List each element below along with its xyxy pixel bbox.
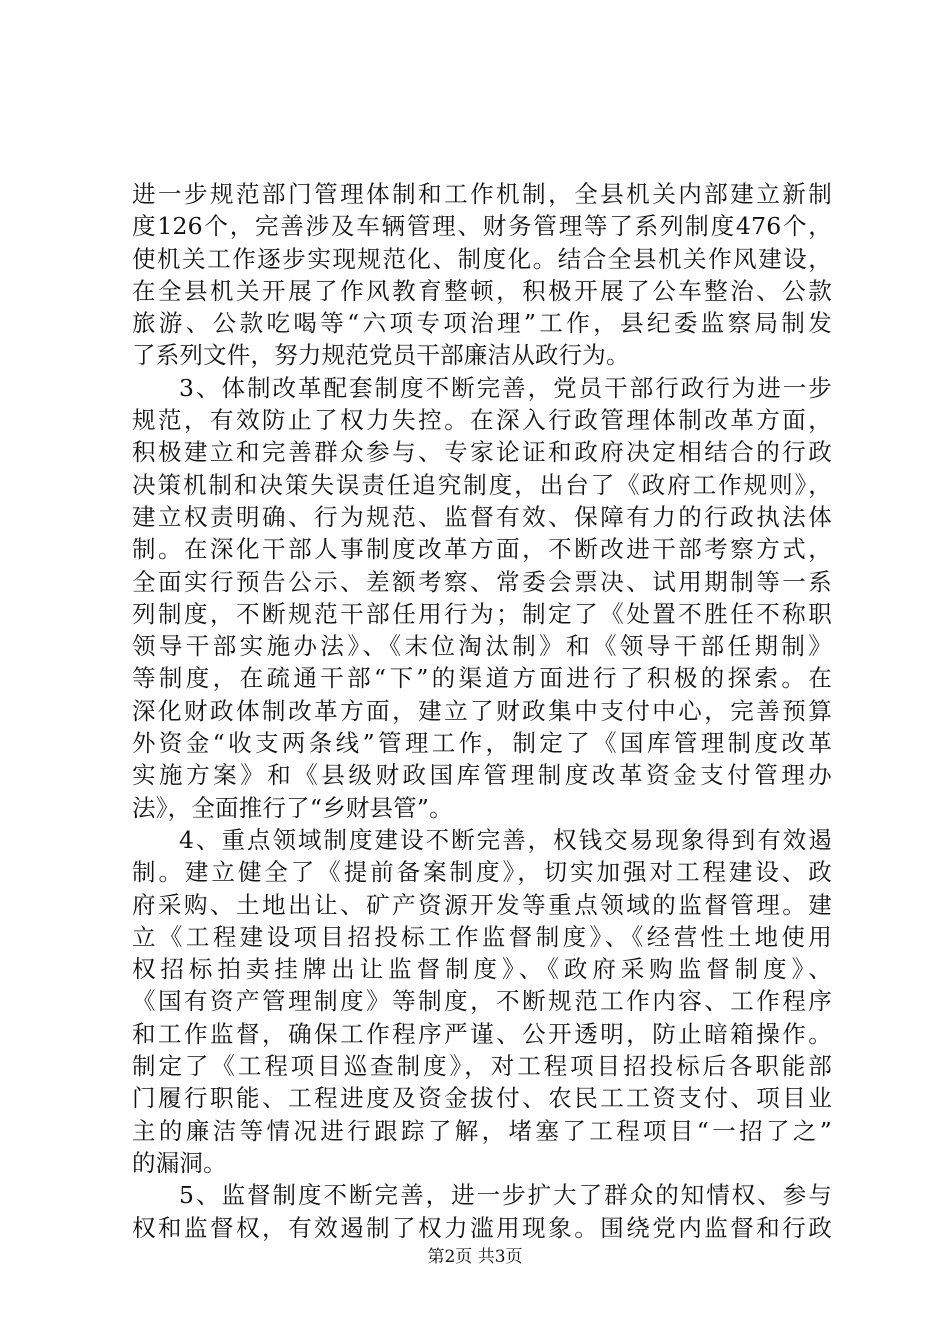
text-line: 旅游、公款吃喝等“六项专项治理”工作，县纪委监察局制发 <box>132 309 832 338</box>
page-number-footer: 第2页 共3页 <box>427 1247 523 1267</box>
paragraph-start-line: 4、重点领域制度建设不断完善，权钱交易现象得到有效遏 <box>179 825 832 854</box>
text-line: 度126个，完善涉及车辆管理、财务管理等了系列制度476个， <box>132 212 832 241</box>
text-line: 外资金“收支两条线”管理工作，制定了《国库管理制度改革 <box>132 729 832 758</box>
text-line: 使机关工作逐步实现规范化、制度化。结合全县机关作风建设， <box>132 244 832 273</box>
text-line: 和工作监督，确保工作程序严谨、公开透明，防止暗箱操作。 <box>132 1019 832 1048</box>
text-line: 积极建立和完善群众参与、专家论证和政府决定相结合的行政 <box>132 438 832 467</box>
text-line: 制定了《工程项目巡查制度》，对工程项目招投标后各职能部 <box>132 1052 832 1081</box>
text-line: 《国有资产管理制度》等制度，不断规范工作内容、工作程序 <box>132 987 832 1016</box>
text-line: 决策机制和决策失误责任追究制度，出台了《政府工作规则》， <box>132 470 832 499</box>
text-line: 深化财政体制改革方面，建立了财政集中支付中心，完善预算 <box>132 696 832 725</box>
text-line: 权招标拍卖挂牌出让监督制度》、《政府采购监督制度》、 <box>132 955 832 984</box>
text-line: 立《工程建设项目招投标工作监督制度》、《经营性土地使用 <box>132 922 832 951</box>
text-line: 在全县机关开展了作风教育整顿，积极开展了公车整治、公款 <box>132 276 832 305</box>
text-line: 实施方案》和《县级财政国库管理制度改革资金支付管理办 <box>132 761 832 790</box>
text-line: 制。在深化干部人事制度改革方面，不断改进干部考察方式， <box>132 535 832 564</box>
paragraph-start-line: 5、监督制度不断完善，进一步扩大了群众的知情权、参与 <box>179 1181 832 1210</box>
paragraph-start-line: 3、体制改革配套制度不断完善，党员干部行政行为进一步 <box>179 373 832 402</box>
text-line: 制。建立健全了《提前备案制度》，切实加强对工程建设、政 <box>132 858 832 887</box>
body-text <box>132 178 832 1244</box>
text-line: 领导干部实施办法》、《末位淘汰制》和《领导干部任期制》 <box>132 632 832 661</box>
text-line: 主的廉洁等情况进行跟踪了解，堵塞了工程项目“一招了之” <box>132 1116 832 1145</box>
text-line: 等制度，在疏通干部“下”的渠道方面进行了积极的探索。在 <box>132 664 832 693</box>
text-line: 的漏洞。 <box>132 1148 227 1177</box>
text-line: 法》，全面推行了“乡财县管”。 <box>132 793 453 822</box>
text-line: 列制度，不断规范干部任用行为；制定了《处置不胜任不称职 <box>132 599 832 628</box>
text-line: 权和监督权，有效遏制了权力滥用现象。围绕党内监督和行政 <box>132 1213 832 1242</box>
text-line: 规范，有效防止了权力失控。在深入行政管理体制改革方面， <box>132 406 832 435</box>
text-line: 全面实行预告公示、差额考察、常委会票决、试用期制等一系 <box>132 567 832 596</box>
text-line: 进一步规范部门管理体制和工作机制，全县机关内部建立新制 <box>132 180 832 208</box>
text-line: 门履行职能、工程进度及资金拔付、农民工工资支付、项目业 <box>132 1084 832 1113</box>
text-line: 建立权责明确、行为规范、监督有效、保障有力的行政执法体 <box>132 502 832 531</box>
text-line: 了系列文件，努力规范党员干部廉洁从政行为。 <box>132 341 630 370</box>
text-line: 府采购、土地出让、矿产资源开发等重点领域的监督管理。建 <box>132 890 832 919</box>
